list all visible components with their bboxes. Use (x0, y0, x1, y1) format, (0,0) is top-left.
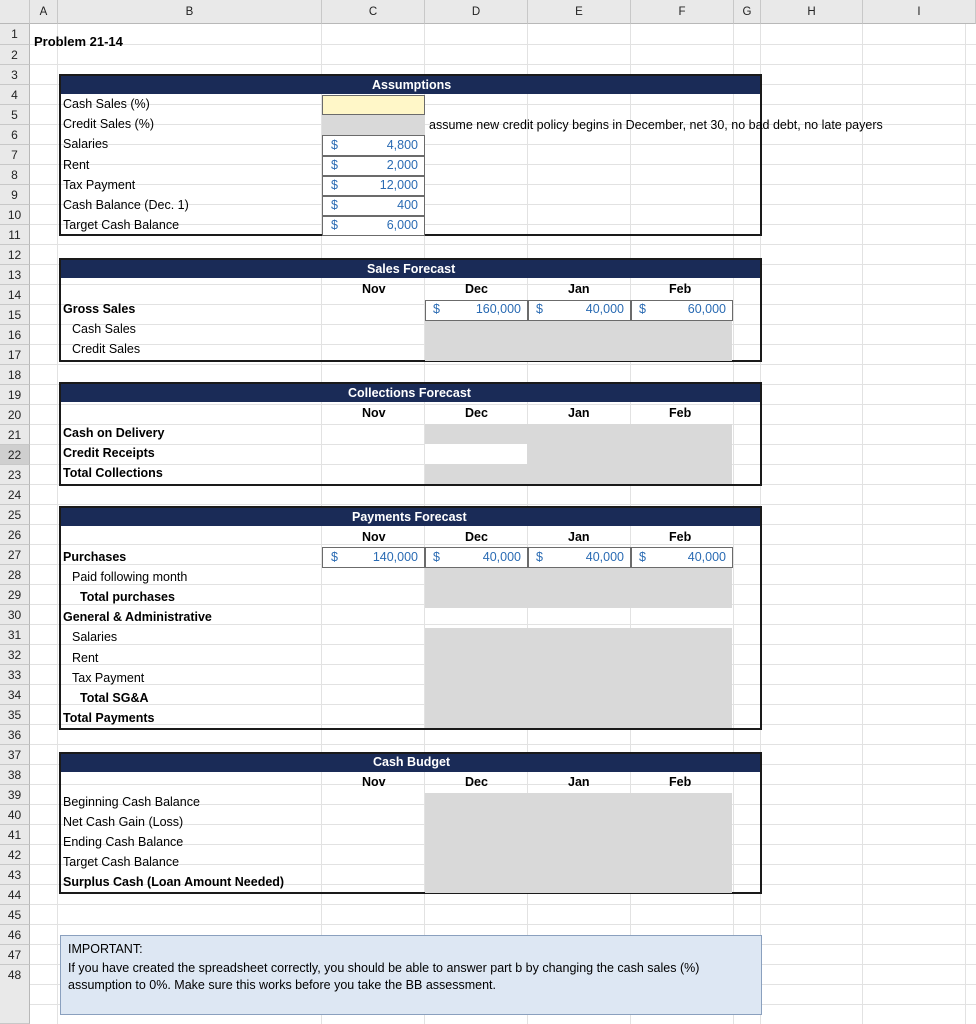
target-cash-value: 6,000 (386, 218, 418, 232)
row-header[interactable]: 19 (0, 385, 30, 405)
purchases-feb-value: 40,000 (687, 550, 726, 564)
credit-receipts-label: Credit Receipts (63, 446, 155, 460)
column-header-c[interactable]: C (322, 0, 425, 24)
row-header[interactable]: 18 (0, 365, 30, 385)
assumption-label: Cash Balance (Dec. 1) (63, 198, 189, 212)
month-header: Nov (362, 530, 386, 544)
month-header: Nov (362, 406, 386, 420)
row-header[interactable]: 40 (0, 805, 30, 825)
credit-policy-note: assume new credit policy begins in December, net 30, no bad debt, no late payers (429, 118, 883, 132)
row-header[interactable]: 46 (0, 925, 30, 945)
tax-payment-label: Tax Payment (72, 671, 145, 685)
row-header[interactable]: 20 (0, 405, 30, 425)
sales-calc-area[interactable] (425, 321, 732, 361)
row-header[interactable]: 34 (0, 685, 30, 705)
column-header-d[interactable]: D (425, 0, 528, 24)
purchases-label: Purchases (63, 550, 127, 564)
currency-symbol: $ (433, 550, 440, 564)
month-header: Dec (465, 406, 488, 420)
month-header: Feb (669, 530, 692, 544)
paid-following-month-label: Paid following month (72, 570, 188, 584)
row-header[interactable]: 11 (0, 225, 30, 245)
sales-forecast-title: Sales Forecast (367, 262, 456, 276)
column-header-i[interactable]: I (863, 0, 976, 24)
important-line-1: If you have created the spreadsheet correctly, you should be able to answer part b by changing the cash sales (%) (68, 961, 700, 975)
row-header[interactable]: 48 (0, 965, 30, 1024)
cash-balance-value: 400 (397, 198, 418, 212)
cash-budget-title: Cash Budget (373, 755, 451, 769)
important-heading: IMPORTANT: (68, 942, 143, 956)
month-header: Dec (465, 530, 488, 544)
month-header: Feb (669, 775, 692, 789)
tax-payment-value: 12,000 (379, 178, 418, 192)
row-header[interactable]: 24 (0, 485, 30, 505)
row-header[interactable]: 23 (0, 465, 30, 485)
row-header[interactable]: 41 (0, 825, 30, 845)
currency-symbol: $ (331, 178, 338, 192)
row-header[interactable]: 39 (0, 785, 30, 805)
cash-budget-calc-area[interactable] (425, 793, 732, 893)
cash-sales-label: Cash Sales (72, 322, 136, 336)
row-header-selected[interactable]: 22 (0, 445, 30, 465)
currency-symbol: $ (639, 302, 646, 316)
row-header[interactable]: 10 (0, 205, 30, 225)
row-header[interactable]: 30 (0, 605, 30, 625)
problem-title: Problem 21-14 (34, 34, 123, 49)
column-header-b[interactable]: B (58, 0, 322, 24)
row-header[interactable]: 26 (0, 525, 30, 545)
assumption-label: Cash Sales (%) (63, 97, 150, 111)
row-header[interactable]: 9 (0, 185, 30, 205)
purchases-calc-area[interactable] (425, 568, 732, 608)
currency-symbol: $ (331, 218, 338, 232)
month-header: Dec (465, 775, 488, 789)
row-header[interactable]: 2 (0, 45, 30, 65)
net-cash-gain-label: Net Cash Gain (Loss) (63, 815, 184, 829)
row-header[interactable]: 12 (0, 245, 30, 265)
purchases-jan-value: 40,000 (585, 550, 624, 564)
currency-symbol: $ (536, 302, 543, 316)
row-header[interactable]: 44 (0, 885, 30, 905)
row-header[interactable]: 17 (0, 345, 30, 365)
assumption-label: Credit Sales (%) (63, 117, 154, 131)
total-sga-label: Total SG&A (80, 691, 149, 705)
month-header: Dec (465, 282, 488, 296)
cash-sales-pct-input[interactable] (322, 95, 425, 115)
row-header[interactable]: 4 (0, 85, 30, 105)
assumption-label: Target Cash Balance (63, 218, 180, 232)
row-header[interactable]: 7 (0, 145, 30, 165)
salaries-value: 4,800 (386, 138, 418, 152)
credit-sales-pct-cell[interactable] (322, 115, 425, 135)
ending-cash-label: Ending Cash Balance (63, 835, 184, 849)
currency-symbol: $ (639, 550, 646, 564)
row-header[interactable]: 47 (0, 945, 30, 965)
row-header[interactable]: 33 (0, 665, 30, 685)
column-header-e[interactable]: E (528, 0, 631, 24)
column-header-f[interactable]: F (631, 0, 734, 24)
target-cash-label: Target Cash Balance (63, 855, 180, 869)
row-header[interactable]: 36 (0, 725, 30, 745)
total-purchases-label: Total purchases (80, 590, 175, 604)
assumptions-title: Assumptions (372, 78, 452, 92)
row-header[interactable]: 14 (0, 285, 30, 305)
row-header[interactable]: 8 (0, 165, 30, 185)
gross-sales-dec-value: 160,000 (475, 302, 521, 316)
month-header: Jan (568, 282, 590, 296)
assumption-label: Salaries (63, 137, 109, 151)
gross-sales-label: Gross Sales (63, 302, 136, 316)
currency-symbol: $ (331, 158, 338, 172)
general-admin-label: General & Administrative (63, 610, 212, 624)
row-header[interactable]: 3 (0, 65, 30, 85)
salaries-label: Salaries (72, 630, 118, 644)
credit-sales-label: Credit Sales (72, 342, 141, 356)
row-header[interactable]: 6 (0, 125, 30, 145)
month-header: Feb (669, 406, 692, 420)
row-header[interactable]: 28 (0, 565, 30, 585)
month-header: Jan (568, 530, 590, 544)
column-header-h[interactable]: H (761, 0, 863, 24)
currency-symbol: $ (331, 198, 338, 212)
row-header[interactable]: 5 (0, 105, 30, 125)
row-header[interactable]: 1 (0, 24, 30, 45)
column-header-a[interactable]: A (30, 0, 58, 24)
rent-label: Rent (72, 651, 99, 665)
important-line-2: assumption to 0%. Make sure this works before you take the BB assessment. (68, 978, 496, 992)
currency-symbol: $ (331, 138, 338, 152)
month-header: Jan (568, 406, 590, 420)
row-header[interactable]: 29 (0, 585, 30, 605)
row-header[interactable]: 43 (0, 865, 30, 885)
row-header[interactable]: 42 (0, 845, 30, 865)
beginning-cash-label: Beginning Cash Balance (63, 795, 200, 809)
month-header: Jan (568, 775, 590, 789)
row-header[interactable]: 27 (0, 545, 30, 565)
rent-value: 2,000 (386, 158, 418, 172)
credit-receipts-dec-cell[interactable] (425, 444, 527, 464)
total-payments-label: Total Payments (63, 711, 155, 725)
month-header: Nov (362, 775, 386, 789)
surplus-cash-label: Surplus Cash (Loan Amount Needed) (63, 875, 285, 889)
row-header[interactable]: 15 (0, 305, 30, 325)
gross-sales-jan-value: 40,000 (585, 302, 624, 316)
assumption-label: Tax Payment (63, 178, 136, 192)
currency-symbol: $ (331, 550, 338, 564)
total-collections-label: Total Collections (63, 466, 163, 480)
row-header[interactable]: 16 (0, 325, 30, 345)
row-header[interactable]: 45 (0, 905, 30, 925)
month-header: Nov (362, 282, 386, 296)
sga-calc-area[interactable] (425, 628, 732, 728)
gross-sales-feb-value: 60,000 (687, 302, 726, 316)
row-header[interactable]: 37 (0, 745, 30, 765)
payments-forecast-title: Payments Forecast (352, 510, 467, 524)
purchases-nov-value: 140,000 (372, 550, 418, 564)
collections-forecast-title: Collections Forecast (348, 386, 471, 400)
row-header[interactable]: 38 (0, 765, 30, 785)
assumption-label: Rent (63, 158, 90, 172)
sheet-corner[interactable] (0, 0, 30, 24)
purchases-dec-value: 40,000 (482, 550, 521, 564)
row-header[interactable]: 32 (0, 645, 30, 665)
cash-on-delivery-label: Cash on Delivery (63, 426, 165, 440)
row-header[interactable]: 35 (0, 705, 30, 725)
currency-symbol: $ (536, 550, 543, 564)
row-header[interactable]: 25 (0, 505, 30, 525)
row-header[interactable]: 13 (0, 265, 30, 285)
row-header[interactable]: 21 (0, 425, 30, 445)
currency-symbol: $ (433, 302, 440, 316)
column-header-g[interactable]: G (734, 0, 761, 24)
important-note-box (60, 935, 762, 1015)
row-header[interactable]: 31 (0, 625, 30, 645)
month-header: Feb (669, 282, 692, 296)
